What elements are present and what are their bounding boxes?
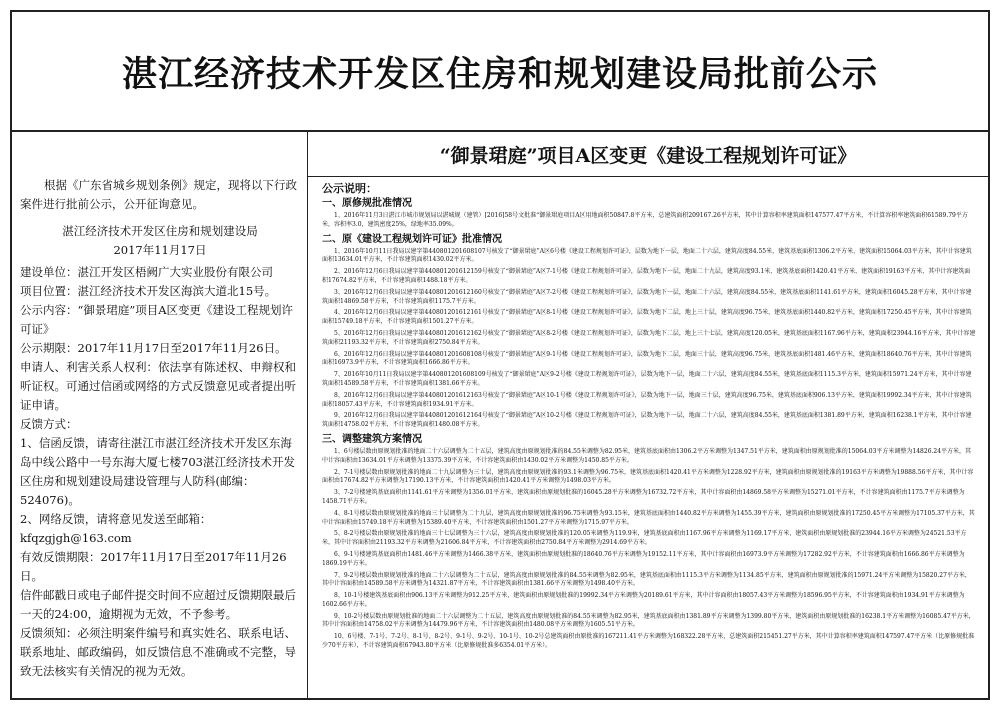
section-3-item: 5、8-2号楼层数由原规划批准的地面三十七层调整为三十六层，建筑高度由原规划批准的120.05米调整为119.9米，建筑基底面积由1167.96平方米调整为1169.17平方米，建筑面积由原规划批准的23944.16平方米调整为24521.53平方米，其中计容面积由21193.32平方米调整为21606.84平方米，不计容建筑面积由2750.84平方米调整为2914.69平方米。 (322, 530, 967, 547)
section-2-item: 2、2016年12月6日我局以建字第440801201612159号核发了“御景珺庭”A区7-1号楼《建设工程规划许可证》，层数为地下一层，地面二十九层，建筑高度93.1米，建筑基底面积1420.41平方米，建筑面积19163平方米，其中计容建筑面积17674.82平方米，不计容建筑面积1488.18平方米。 (322, 268, 971, 284)
section-1-text: 1、2016年11月3日湛江市城市规划局以湛城规（建管）[2016]58号文批准“御景珺庭项目A区用地面积50847.8平方米，总建筑面积209167.26平方米，其中计算容积率建筑面积147577.47平方米，不计算容积率建筑面积61589.79平方米，容积率3.0，建筑密度25%，绿地率35.09%。 (322, 212, 968, 228)
page-title: 湛江经济技术开发区住房和规划建设局批前公示 (12, 14, 988, 132)
right-panel (308, 132, 988, 698)
section-1-title: 一、原修规批准情况 (322, 198, 412, 209)
feedback-mail: 1、信函反馈，请寄往湛江市湛江经济技术开发区东海岛中线公路中一号东海大厦七楼703湛江经济技术开发区住房和规划建设局建设管理与人防科(邮编：524076)。 (20, 436, 295, 507)
notice-period: 公示期限：2017年11月17日至2017年11月26日。 (20, 341, 287, 355)
section-2-item: 8、2016年12月6日我局以建字第440801201612163号核发了“御景珺庭”A区10-1号楼《建设工程规划许可证》，层数为地下一层，地面三十层，建筑高度96.75米，建筑基底面积906.13平方米，建筑面积19992.34平方米，其中计容建筑面积18057.43平方米，不计容建筑面积1934.91平方米。 (322, 391, 972, 408)
section-3-item: 7、9-2号楼层数由原规划批准的地面二十六层调整为二十五层，建筑高度由原规划批准的84.55米调整为82.95米，建筑基底面积由1115.3平方米调整为1134.85平方米，建筑面积由原规划批准的15971.24平方米调整为15820.27平方米，其中计容面积由14589.58平方米调整为14321.87平方米，不计容建筑面积由1381.66平方米调整为1498.40平方米。 (322, 571, 971, 588)
feedback-title: 反馈方式： (20, 417, 78, 431)
feedback-email: 2、网络反馈，请将意见发送至邮箱：kfqzgjgh@163.com (20, 512, 212, 545)
construction-unit: 建设单位：湛江开发区梧阙广大实业股份有限公司 (20, 265, 273, 279)
section-3-item: 2、7-1号楼层数由原规划批准的地面二十九层调整为三十层，建筑高度由原规划批准的93.1米调整为96.75米，建筑基底面积1420.41平方米调整为1228.92平方米，建筑面积由原规划批准的19163平方米调整为19888.56平方米，其中计容面积由17674.82平方米调整为17190.13平方米，不计容建筑面积由1420.41平方米调整为1498.03平方米。 (322, 468, 974, 485)
feedback-notice: 反馈须知：必须注明案件编号和真实姓名、联系电话、联系地址、邮政编码，如反馈信息不准确或不完整，导致无法核实有关情况的视为无效。 (20, 626, 296, 678)
deadline-text: 信件邮戳日或电子邮件提交时间不应超过反馈期限最后一天的24:00，逾期视为无效，不予参考。 (20, 588, 296, 621)
section-2-item: 1、2016年10月11日我局以建字第440801201608107号核发了“御景珺庭”A区6号楼《建设工程规划许可证》，层数为地下一层，地面二十六层，建筑高度84.55米，建筑基底面积1306.2平方米，建筑面积15064.03平方米，其中计容建筑面积13634.01平方米，不计容建筑面积1430.02平方米。 (322, 247, 972, 264)
section-2-item: 5、2016年12月6日我局以建字第440801201612162号核发了“御景珺庭”A区8-2号楼《建设工程规划许可证》，层数为地下二层，地上三十七层，建筑高度120.05米，建筑基底面积1167.96平方米，建筑面积23944.16平方米，其中计容建筑面积21193.32平方米，不计容建筑面积2750.84平方米。 (322, 329, 976, 346)
issuer-name: 湛江经济技术开发区住房和规划建设局 (62, 224, 258, 238)
intro-paragraph: 根据《广东省城乡规划条例》规定，现将以下行政案件进行批前公示，公开征询意见。 (20, 178, 297, 211)
section-2-item: 6、2016年12月6日我局以建字第440801201608108号核发了“御景珺庭”A区9-1号楼《建设工程规划许可证》，层数为地下二层，地面三十层，建筑高度96.75米，建筑基底面积1481.46平方米，建筑面积18640.76平方米，其中计容建筑面积16973.9平方米，不计容建筑面积1666.86平方米。 (322, 350, 972, 367)
project-location: 项目位置：湛江经济技术开发区海滨大道北15号。 (20, 284, 277, 298)
section-2-title: 二、原《建设工程规划许可证》批准情况 (322, 233, 502, 245)
valid-period: 有效反馈期限：2017年11月17日至2017年11月26日。 (20, 550, 287, 583)
section-3-title: 三、调整建筑方案情况 (322, 433, 422, 445)
section-2-item: 7、2016年10月11日我局以建字第440801201608109号核发了“御景珺庭”A区9-2号楼《建设工程规划许可证》，层数为地下一层，地面二十六层，建筑高度84.55米，建筑基底面积1115.3平方米，建筑面积15971.24平方米，其中计容建筑面积14589.58平方米，不计容建筑面积1381.66平方米。 (322, 371, 972, 387)
notice-body (308, 179, 988, 697)
left-panel (12, 132, 308, 698)
section-3-item: 9、10-2号楼层数由原规划批准的地面二十六层调整为二十五层，建筑高度由原规划批准的84.55米调整为82.95米，建筑基底面积由1381.89平方米调整为1399.80平方米，建筑面积由原规划批准的16238.1平方米调整为16085.47平方米，其中计容面积由14758.02平方米调整为14479.96平方米，不计容建筑面积由1480.08平方米调整为1605.51平方米。 (322, 612, 975, 629)
section-3-item: 8、10-1号楼建筑基底面积由906.13平方米调整为912.25平方米，建筑面积由原规划批准的19992.34平方米调整为20189.61平方米，其中计容面积由18057.43平方米调整为18596.95平方米，不计容建筑面积由1934.91平方米调整为1602.66平方米。 (322, 592, 965, 608)
section-3-item: 1、6号楼层数由原规划批准的地面二十六层调整为二十五层，建筑高度由原规划批准的84.55米调整为82.95米，建筑基底面积由1306.2平方米调整为1347.51平方米，建筑面积由原规划批准的15064.03平方米调整为14826.24平方米，其中计容面积由13634.01平方米调整为13375.39平方米，不计容建筑面积由1430.02平方米调整为1450.85平方米。 (322, 447, 972, 464)
section-2-item: 9、2016年12月6日我局以建字第440801201612164号核发了“御景珺庭”A区10-2号楼《建设工程规划许可证》，层数为地下一层，地面二十六层，建筑高度84.55米，建筑基底面积1381.89平方米，建筑面积16238.1平方米，其中计容建筑面积14758.02平方米，不计容建筑面积1480.08平方米。 (322, 412, 972, 429)
section-3-item: 10、6号楼、7-1号、7-2号、8-1号、8-2号、9-1号、9-2号、10-1号、10-2号总建筑面积由原批准的167211.41平方米调整为168322.28平方米，总建筑面积215451.27平方米，其中计算容积率建筑面积147597.47平方米（比原修规批准少70平方米），不计容建筑面积67943.80平方米（比原修规批准多6354.01平方米）。 (322, 633, 975, 650)
issuer-block (12, 222, 308, 260)
intro-text (12, 176, 308, 214)
section-3-item: 4、8-1号楼层数由原规划批准的地面三十层调整为二十九层，建筑高度由原规划批准的96.75米调整为93.15米，建筑基底面积由1440.82平方米调整为1455.39平方米，建筑面积由原规划批准的17250.45平方米调整为17105.37平方米，其中计容面积由15749.18平方米调整为15389.40平方米，不计容建筑面积由1501.27平方米调整为1715.97平方米。 (322, 509, 975, 526)
explanation-heading: 公示说明： (322, 182, 377, 195)
rights-text: 申请人、利害关系人权利：依法享有陈述权、申辩权和听证权。可通过信函或网络的方式反馈意见或者提出听证申请。 (20, 360, 296, 412)
notice-content: 公示内容：“御景珺庭”项目A区变更《建设工程规划许可证》 (20, 303, 294, 336)
section-2-item: 3、2016年12月6日我局以建字第440801201612160号核发了“御景珺庭”A区7-2号楼《建设工程规划许可证》，层数为地下一层，地面二十六层，建筑高度84.55米，建筑基底面积1141.61平方米，建筑面积16045.28平方米，其中计容建筑面积14869.58平方米，不计容建筑面积1175.7平方米。 (322, 288, 972, 305)
section-3-item: 3、7-2号楼建筑基底面积由1141.61平方米调整为1356.01平方米，建筑面积由原规划批准的16045.28平方米调整为16732.72平方米，其中计容面积由14869.58平方米调整为15271.01平方米，不计容建筑面积由1175.7平方米调整为1458.71平方米。 (322, 489, 965, 505)
section-2-item: 4、2016年12月6日我局以建字第440801201612161号核发了“御景珺庭”A区8-1号楼《建设工程规划许可证》，层数为地下二层，地上三十层，建筑高度96.75米，建筑基底面积1440.82平方米，建筑面积17250.45平方米，其中计容建筑面积15749.18平方米，不计容建筑面积1501.27平方米。 (322, 309, 972, 326)
section-3-item: 6、9-1号楼建筑基底面积由1481.46平方米调整为1466.38平方米，建筑面积由原规划批准的18640.76平方米调整为19152.11平方米，其中计容面积由16973.9平方米调整为17282.92平方米，不计容建筑面积由1666.86平方米调整为1869.19平方米。 (322, 550, 965, 567)
notice-subtitle: “御景珺庭”项目A区变更《建设工程规划许可证》 (308, 132, 988, 177)
issue-date: 2017年11月17日 (113, 243, 207, 257)
project-info (12, 263, 308, 681)
